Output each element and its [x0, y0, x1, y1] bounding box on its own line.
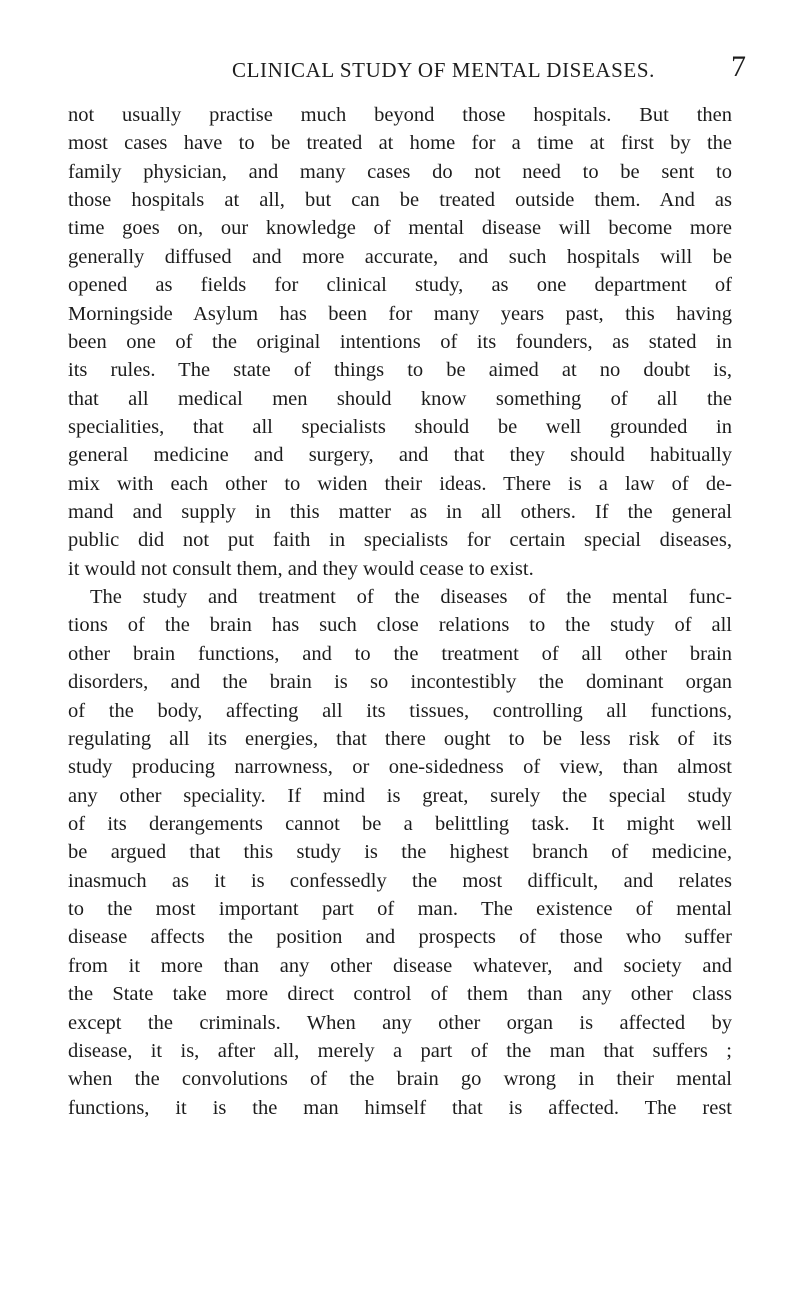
text-line: except the criminals. When any other organ is affected by [68, 1011, 732, 1034]
text-line: those hospitals at all, but can be treated outside them. And as [68, 189, 732, 212]
text-line: from it more than any other disease whatever, and society and [68, 954, 732, 977]
text-line: general medicine and surgery, and that they should habitually [68, 444, 732, 467]
text-line: its rules. The state of things to be aimed at no doubt is, [68, 359, 732, 382]
text-line: disease, it is, after all, merely a part of the man that suffers ; [68, 1039, 732, 1062]
text-line: Morningside Asylum has been for many years past, this having [68, 302, 732, 325]
text-line: study producing narrowness, or one-sidedness of view, than almost [68, 756, 732, 779]
text-line: generally diffused and more accurate, and such hospitals will be [68, 245, 732, 268]
text-line: other brain functions, and to the treatment of all other brain [68, 642, 732, 665]
text-line: most cases have to be treated at home for a time at first by the [68, 132, 732, 155]
text-line: regulating all its energies, that there ought to be less risk of its [68, 727, 732, 750]
text-line: it would not consult them, and they would cease to exist. [68, 557, 534, 580]
text-line: inasmuch as it is confessedly the most difficult, and relates [68, 869, 732, 892]
running-head: CLINICAL STUDY OF MENTAL DISEASES. [232, 58, 655, 82]
text-line: be argued that this study is the highest branch of medicine, [68, 841, 732, 864]
text-line: when the convolutions of the brain go wrong in their mental [68, 1068, 732, 1091]
text-line: time goes on, our knowledge of mental disease will become more [68, 217, 732, 240]
text-line: specialities, that all specialists should be well grounded in [68, 415, 732, 438]
paragraph-start-line: The study and treatment of the diseases of the mental func- [90, 586, 732, 609]
text-line: public did not put faith in specialists for certain special diseases, [68, 529, 732, 552]
body-text [68, 101, 732, 1122]
text-line: to the most important part of man. The existence of mental [68, 898, 732, 921]
text-line: disease affects the position and prospects of those who suffer [68, 926, 732, 949]
text-line: the State take more direct control of them than any other class [68, 983, 732, 1006]
text-line: family physician, and many cases do not need to be sent to [68, 160, 732, 183]
text-line: mix with each other to widen their ideas. There is a law of de- [68, 472, 732, 495]
text-line: opened as fields for clinical study, as one department of [68, 274, 732, 297]
text-line: not usually practise much beyond those hospitals. But then [68, 104, 732, 126]
text-line: tions of the brain has such close relations to the study of all [68, 614, 732, 637]
text-line: that all medical men should know something of all the [68, 387, 732, 410]
text-line: of its derangements cannot be a belittling task. It might well [68, 812, 732, 835]
page-number: 7 [731, 50, 746, 83]
text-line: any other speciality. If mind is great, surely the special study [68, 784, 732, 807]
text-line: disorders, and the brain is so incontestibly the dominant organ [68, 671, 732, 694]
text-line: functions, it is the man himself that is affected. The rest [68, 1096, 732, 1119]
text-line: mand and supply in this matter as in all others. If the general [68, 501, 732, 524]
text-line: of the body, affecting all its tissues, controlling all functions, [68, 699, 732, 722]
text-line: been one of the original intentions of its founders, as stated in [68, 330, 732, 353]
